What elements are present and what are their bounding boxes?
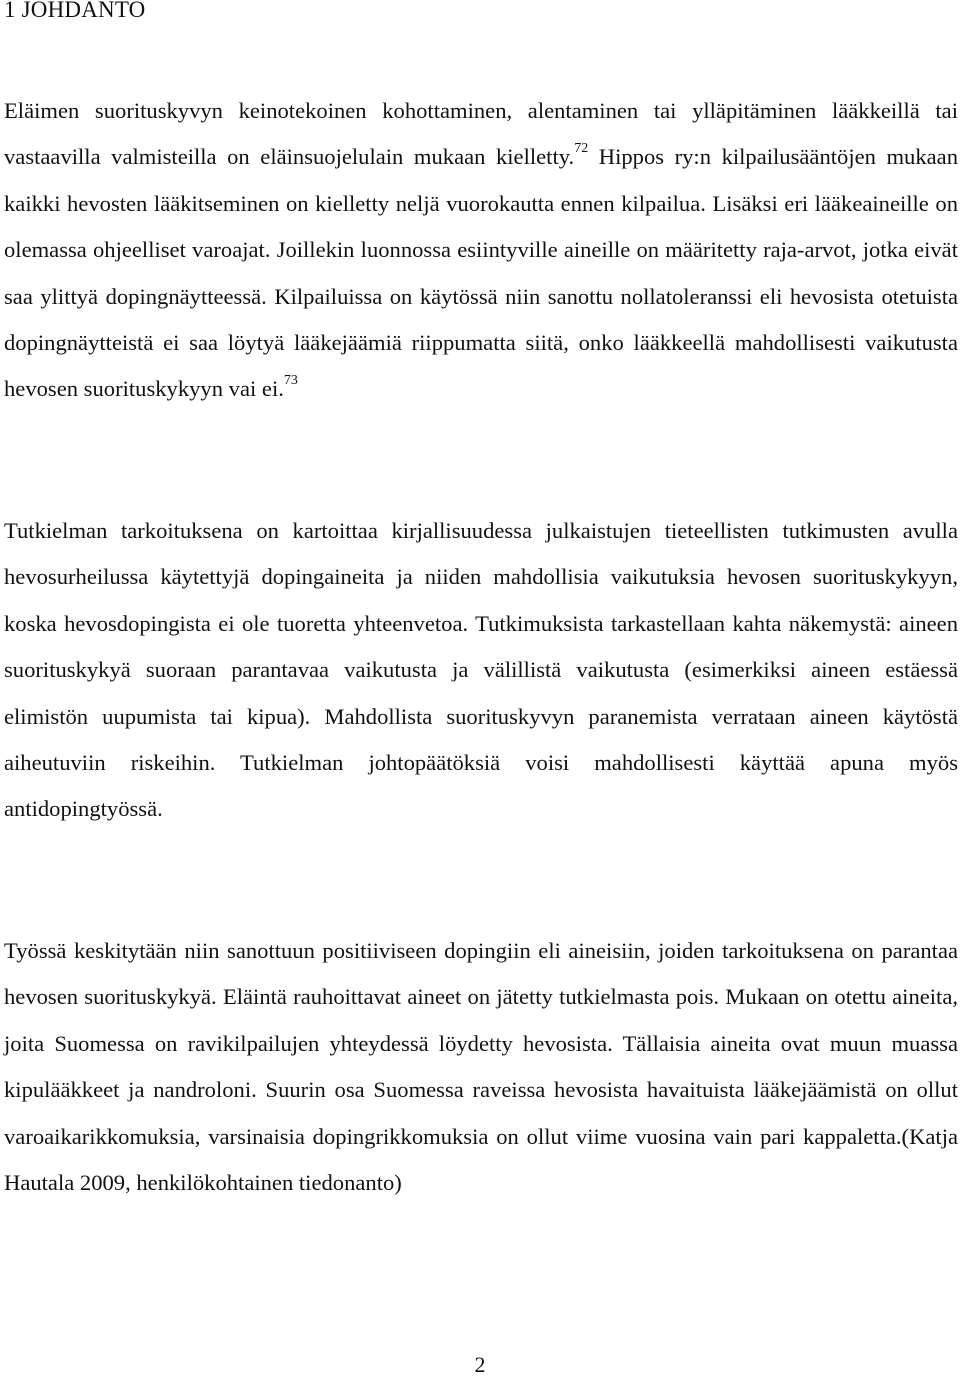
footnote-ref-73: 73	[283, 372, 298, 388]
paragraph-purpose: Tutkielman tarkoituksena on kartoittaa kirjallisuudessa julkaistujen tieteellisten tutkimusten avulla hevosurheilussa käytettyjä dopingaineita ja niiden mahdollisia vaikutuksia hevosen suorituskykyyn, koska hevosdopingista ei ole tuoretta yhteenvetoa. Tutkimuksista tarkastellaan kahta näkemystä: aineen suorituskykyä suoraan parantavaa vaikutusta ja välillistä vaikutusta (esimerkiksi aineen estäessä elimistön uupumista tai kipua). Mahdollista suorituskyvyn paranemista verrataan aineen käytöstä aiheutuviin riskeihin. Tutkielman johtopäätöksiä voisi mahdollisesti käyttää apuna myös antidopingtyössä.	[4, 518, 958, 822]
page-number: 2	[474, 1352, 486, 1377]
paragraph-intro	[4, 88, 958, 413]
section-heading: 1 JOHDANTO	[4, 0, 146, 22]
footnote-ref-72: 72	[574, 140, 589, 156]
paragraph-scope: Työssä keskitytään niin sanottuun positiiviseen dopingiin eli aineisiin, joiden tarkoituksena on parantaa hevosen suorituskykyä. Eläintä rauhoittavat aineet on jätetty tutkielmasta pois. Mukaan on otettu aineita, joita Suomessa on ravikilpailujen yhteydessä löydetty hevosista. Tällaisia aineita ovat muun muassa kipulääkkeet ja nandroloni. Suurin osa Suomessa raveissa hevosista havaituista lääkejäämistä on ollut varoaikarikkomuksia, varsinaisia dopingrikkomuksia on ollut viime vuosina vain pari kappaletta.(Katja Hautala 2009, henkilökohtainen tiedonanto)	[4, 938, 958, 1196]
paragraph-intro-text-1: Eläimen suorituskyvyn keinotekoinen kohottaminen, alentaminen tai ylläpitäminen lääkkeillä tai vastaavilla valmisteilla on eläinsuojelulain mukaan kielletty.	[4, 98, 958, 170]
paragraph-intro-text-2: Hippos ry:n kilpailusääntöjen mukaan kaikki hevosten lääkitseminen on kielletty neljä vuorokautta ennen kilpailua. Lisäksi eri lääkeaineille on olemassa ohjeelliset varoajat. Joillekin luonnossa esiintyville aineille on määritetty raja-arvot, jotka eivät saa ylittyä dopingnäytteessä. Kilpailuissa on käytössä niin sanottu nollatoleranssi eli hevosista otetuista dopingnäytteistä ei saa löytyä lääkejäämiä riippumatta siitä, onko lääkkeellä mahdollisesti vaikutusta hevosen suorituskykyyn vai ei.	[4, 144, 959, 402]
